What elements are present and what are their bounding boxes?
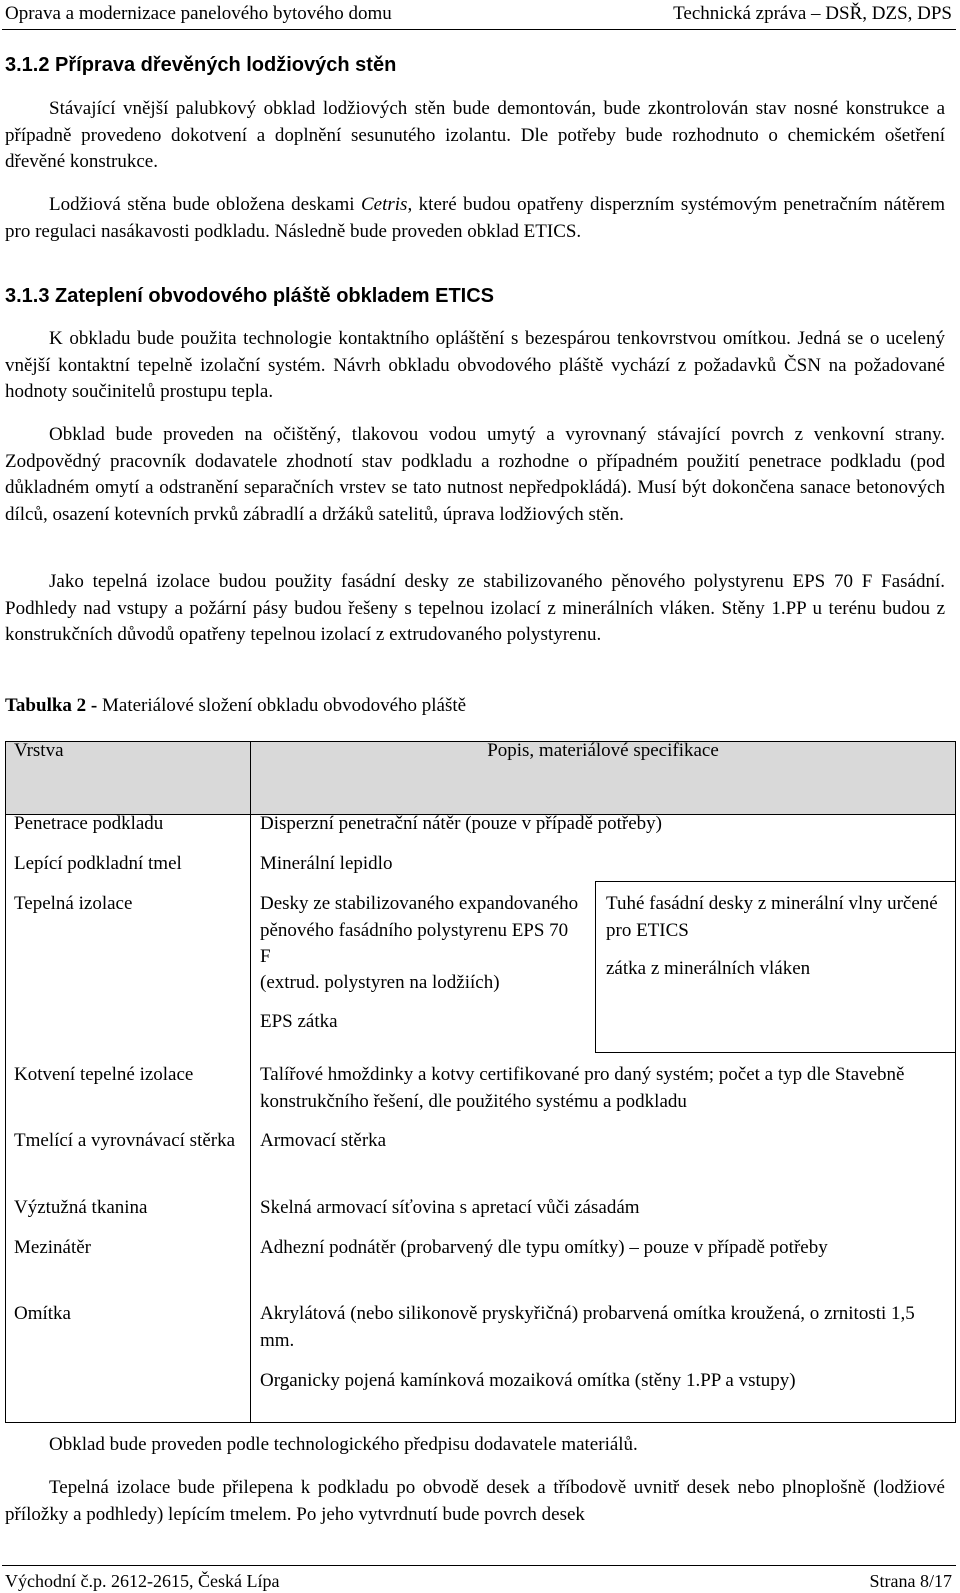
materials-table: [5, 741, 956, 1423]
table-cell-layer: Lepící podkladní tmel: [14, 853, 182, 874]
table-cell-description: Organicky pojená kamínková mozaiková omítka (stěny 1.PP a vstupy): [260, 1370, 796, 1391]
table-cell-layer: Omítka: [14, 1303, 71, 1324]
table-cell-layer: Penetrace podkladu: [14, 813, 164, 834]
table-cell-layer: Tmelící a vyrovnávací stěrka: [14, 1130, 236, 1151]
table-cell-layer: Mezinátěr: [14, 1237, 92, 1258]
after-table-paragraph-1: Obklad bude proveden podle technologického předpisu dodavatele materiálů.: [49, 1434, 638, 1455]
table-cell-description: EPS zátka: [260, 1011, 338, 1032]
footer-right: Strana 8/17: [869, 1571, 952, 1591]
table-cell-description: Skelná armovací síťovina s apretací vůči zásadám: [260, 1197, 640, 1218]
table-cell-layer: Kotvení tepelné izolace: [14, 1064, 194, 1085]
header-right: Technická zpráva – DSŘ, DZS, DPS: [673, 3, 952, 24]
section-313-paragraph-2: Obklad bude proveden na očištěný, tlakovou vodou umytý a vyrovnaný stávající povrch z venkovní strany. Zodpovědný pracovník dodavatele zhodnotí stav podkladu a rozhodne o případném použití penetrace podkladu (pod důkladném omytí a odstranění separačních vrstev se tato nutnost nepředpokládá). Musí být dokončena sanace betonových dílců, osazení kotevních prvků zábradlí a držáků satelitů, úprava lodžiových stěn.: [5, 424, 945, 525]
table-cell-description: Adhezní podnátěr (probarvený dle typu omítky) – pouze v případě potřeby: [260, 1237, 828, 1258]
table-rule: [595, 1052, 956, 1053]
table-cell-layer: Tepelná izolace: [14, 893, 133, 914]
table-cell-description: Minerální lepidlo: [260, 853, 393, 874]
table-cell-description: Akrylátová (nebo silikonově pryskyřičná) probarvená omítka kroužená, o zrnitosti 1,5 mm.: [260, 1303, 915, 1351]
table-rule: [595, 881, 956, 882]
table-caption: Tabulka 2 - Materiálové složení obkladu obvodového pláště: [5, 695, 467, 716]
table-cell-description: Talířové hmoždinky a kotvy certifikované pro daný systém; počet a typ dle Stavebně konstrukčního řešení, dle použitého systému a podkladu: [260, 1064, 905, 1112]
table-rule: [595, 881, 596, 1053]
table-cell-description: Desky ze stabilizovaného expandovaného pěnového fasádního polystyrenu EPS 70 F: [260, 893, 579, 967]
table-rule: [5, 741, 6, 1423]
section-312-heading: 3.1.2 Příprava dřevěných lodžiových stěn: [5, 54, 397, 76]
table-cell-description: Armovací stěrka: [260, 1130, 387, 1151]
section-313-heading: 3.1.3 Zateplení obvodového pláště obkladem ETICS: [5, 285, 495, 307]
cetris-italic: Cetris: [360, 194, 408, 215]
table-rule: [250, 741, 251, 1423]
table-cell-description-alt: zátka z minerálních vláken: [606, 958, 811, 979]
table-rule: [5, 1422, 956, 1423]
section-313-paragraph-1: K obkladu bude použita technologie kontaktního opláštění s bezespárou tenkovrstvou omítkou. Jedná se o ucelený vnější kontaktní tepelně izolační systém. Návrh obkladu obvodového pláště vychází z požadavků ČSN na požadované hodnoty součinitelů prostupu tepla.: [5, 328, 945, 402]
footer-left: Východní č.p. 2612-2615, Česká Lípa: [5, 1571, 280, 1591]
section-312-paragraph-1: Stávající vnější palubkový obklad lodžiových stěn bude demontován, bude zkontrolován stav nosné konstrukce a případně provedeno dokotvení a doplnění sesunutého izolantu. Dle potřeby bude rozhodnuto o chemickém ošetření dřevěné konstrukce.: [5, 98, 945, 172]
section-313-paragraph-3: Jako tepelná izolace budou použity fasádní desky ze stabilizovaného pěnového polystyrenu EPS 70 F Fasádní. Podhledy nad vstupy a požární pásy budou řešeny s tepelnou izolací z minerálních vláken. Stěny 1.PP u terénu budou z konstrukčních důvodů opatřeny tepelnou izolací z extrudovaného polystyrenu.: [5, 571, 945, 645]
after-table-paragraph-2: Tepelná izolace bude přilepena k podkladu po obvodě desek a tříbodově uvnitř desek nebo plnoplošně (lodžiové příložky a podhledy) lepícím tmelem. Po jeho vytvrdnutí bude povrch desek: [5, 1477, 945, 1525]
table-cell-layer: Výztužná tkanina: [14, 1197, 148, 1218]
table-header-description: Popis, materiálové specifikace: [487, 740, 719, 761]
table-rule: [955, 741, 956, 1423]
footer-divider: [2, 1565, 956, 1566]
header-left: Oprava a modernizace panelového bytového domu: [5, 3, 392, 24]
table-cell-description: Disperzní penetrační nátěr (pouze v případě potřeby): [260, 813, 662, 834]
section-312-paragraph-2: Lodžiová stěna bude obložena deskami Cetris, které budou opatřeny disperzním systémovým penetračním nátěrem pro regulaci nasákavosti podkladu. Následně bude proveden obklad ETICS.: [5, 194, 945, 242]
table-header-layer: Vrstva: [14, 740, 64, 761]
table-cell-description: (extrud. polystyren na lodžiích): [260, 972, 500, 993]
table-cell-description-alt: Tuhé fasádní desky z minerální vlny určené pro ETICS: [606, 893, 938, 941]
header-divider: [2, 29, 956, 30]
